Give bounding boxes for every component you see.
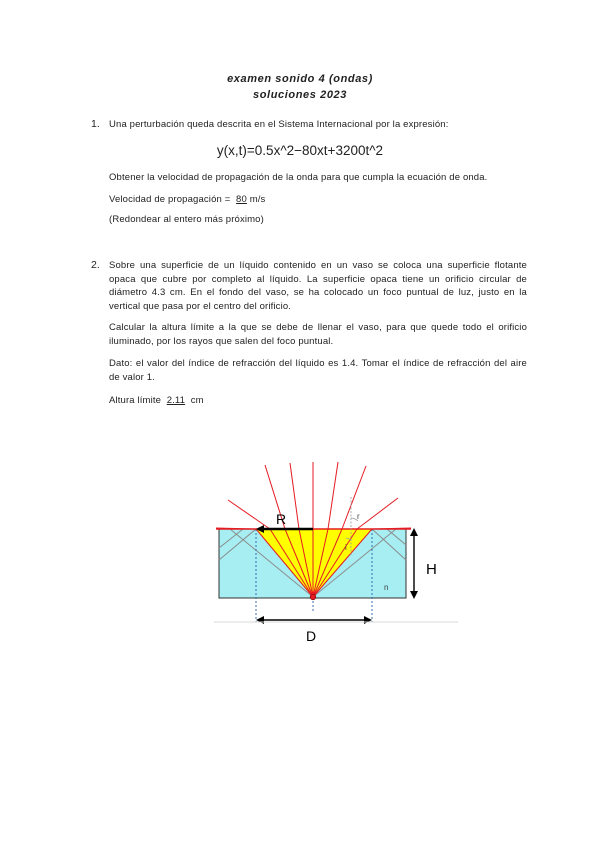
refracted-rays bbox=[216, 462, 411, 529]
light-source bbox=[310, 594, 316, 600]
q1-task: Obtener la velocidad de propagación de la onda para que cumpla la ecuación de onda. bbox=[109, 172, 488, 183]
label-n: n bbox=[384, 583, 389, 592]
q1-number: 1. bbox=[91, 118, 100, 130]
q1-answer-value: 80 bbox=[236, 194, 247, 205]
q2-number: 2. bbox=[91, 259, 100, 271]
exam-title: examen sonido 4 (ondas) bbox=[227, 73, 373, 85]
q2-paragraph1: Sobre una superficie de un líquido contenido en un vaso se coloca una superficie flotante opaca que cubre por completo al líquido. La superficie opaca tiene un orificio circular de diámetro 4.3 cm. En el fondo del vaso, se ha colocado un foco puntual de luz, justo en la vertical que pasa por el centro del orificio. bbox=[109, 260, 527, 312]
label-R: R bbox=[276, 511, 287, 527]
q2-answer-unit: cm bbox=[190, 395, 204, 406]
q1-statement: Una perturbación queda descrita en el Sistema Internacional por la expresión: bbox=[109, 119, 449, 130]
q1-answer-unit: m/s bbox=[249, 194, 266, 205]
label-H: H bbox=[426, 561, 437, 578]
exam-subtitle: soluciones 2023 bbox=[253, 89, 347, 101]
q2-answer-label: Altura límite bbox=[109, 395, 162, 406]
label-r: r bbox=[357, 512, 360, 521]
q1-answer-label: Velocidad de propagación = bbox=[109, 194, 231, 205]
label-D: D bbox=[306, 628, 317, 644]
q2-answer-value: 2.11 bbox=[166, 395, 186, 406]
label-i: i bbox=[345, 543, 347, 552]
q2-paragraph3: Dato: el valor del índice de refracción del líquido es 1.4. Tomar el índice de refracción del aire de valor 1. bbox=[109, 358, 527, 383]
q1-formula: y(x,t)=0.5x^2−80xt+3200t^2 bbox=[216, 143, 384, 158]
q2-paragraph2: Calcular la altura límite a la que se debe de llenar el vaso, para que quede todo el orificio iluminado, por los rayos que salen del foco puntual. bbox=[109, 322, 527, 347]
q1-note: (Redondear al entero más próximo) bbox=[109, 214, 264, 225]
